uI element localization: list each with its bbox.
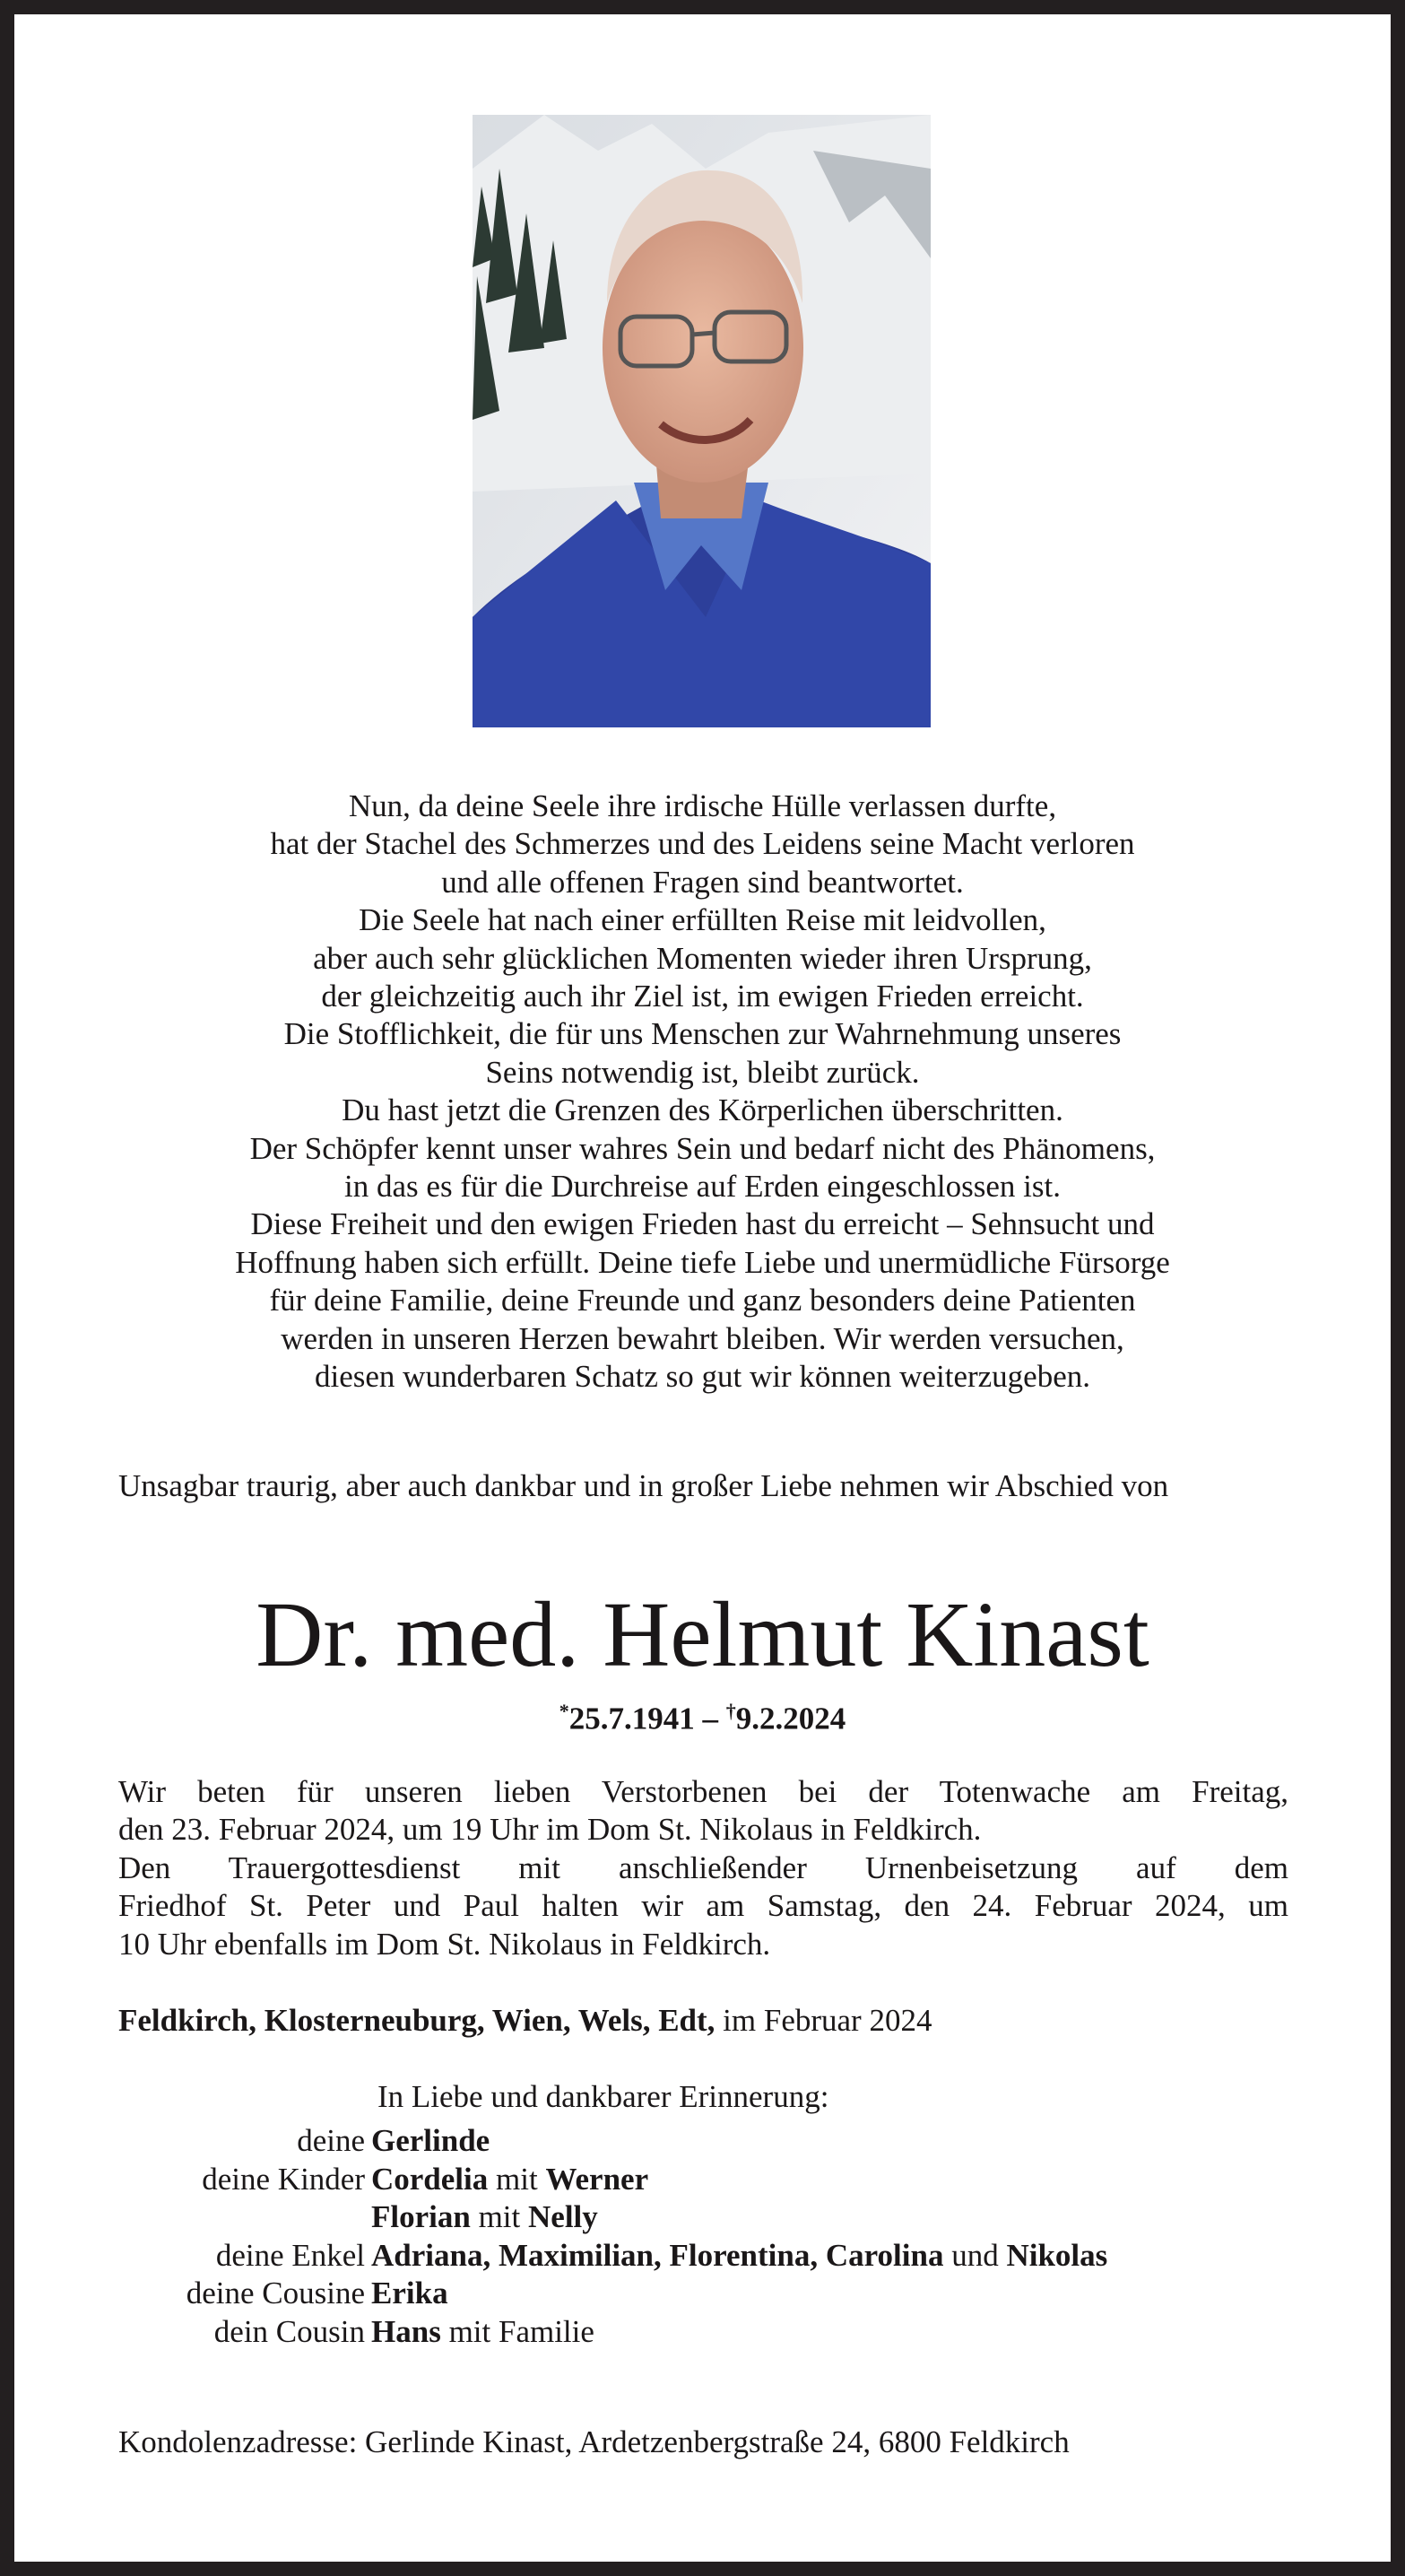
relation-label: deine Kinder [202,2161,365,2197]
service-line: Den Trauergottesdienst mit anschließender Urnenbeisetzung auf dem [118,1849,1288,1885]
relative-names [371,2198,598,2237]
poem-line: für deine Familie, deine Freunde und ganz besonders deine Patienten [269,1283,1136,1318]
places-line [118,2003,932,2039]
relative-names [371,2161,648,2199]
poem-line: Der Schöpfer kennt unser wahres Sein und bedarf nicht des Phänomens, [249,1130,1156,1166]
relative-names [371,2313,594,2352]
relation-label [0,2198,371,2237]
service-info [118,1773,1288,1963]
family-row [0,2237,1107,2276]
service-line: 10 Uhr ebenfalls im Dom St. Nikolaus in Feldkirch. [118,1926,771,1962]
poem-line: Diese Freiheit und den ewigen Frieden hast du erreicht – Sehnsucht und [250,1206,1155,1242]
relative-names [371,2237,1107,2276]
service-line: den 23. Februar 2024, um 19 Uhr im Dom St. Nikolaus in Feldkirch. [118,1812,982,1848]
poem-line: aber auch sehr glücklichen Momenten wieder ihren Ursprung, [313,940,1092,976]
poem-line: Nun, da deine Seele ihre irdische Hülle verlassen durfte, [348,788,1057,823]
remember-heading: In Liebe und dankbarer Erinnerung: [377,2079,829,2114]
family-row [0,2122,1107,2161]
relative-name: Nelly [528,2199,598,2234]
service-line: Wir beten für unseren lieben Verstorbenen bei der Totenwache am Freitag, [118,1774,1288,1809]
deceased-name: Dr. med. Helmut Kinast [256,1583,1149,1686]
date-separator: – [694,1701,726,1736]
poem-line: Die Seele hat nach einer erfüllten Reise mit leidvollen, [359,902,1046,938]
relative-name: Florian [371,2199,471,2234]
relative-name: Nikolas [1006,2237,1108,2273]
poem [90,788,1315,1397]
poem-line: werden in unseren Herzen bewahrt bleiben. Wir werden versuchen, [281,1320,1124,1356]
poem-line: Die Stofflichkeit, die für uns Menschen zur Wahrnehmung unseres [283,1016,1122,1052]
intro-text: Unsagbar traurig, aber auch dankbar und in großer Liebe nehmen wir Abschied von [118,1468,1169,1503]
poem-line: hat der Stachel des Schmerzes und des Leidens seine Macht verloren [270,826,1135,862]
relation-label: deine [297,2123,365,2158]
poem-line: diesen wunderbaren Schatz so gut wir können weiterzugeben. [315,1359,1090,1395]
poem-line: und alle offenen Fragen sind beantwortet. [441,864,964,900]
relation-label: deine Enkel [215,2237,365,2273]
places: Feldkirch, Klosterneuburg, Wien, Wels, Edt, [118,2003,716,2038]
service-line: Friedhof St. Peter und Paul halten wir am Samstag, den 24. Februar 2024, um [118,1888,1288,1924]
death-date: 9.2.2024 [735,1701,846,1736]
portrait-photo [473,115,931,727]
connector-text: mit [470,2199,529,2234]
family-row [0,2275,1107,2313]
relative-name: Cordelia [371,2161,489,2197]
birth-date: 25.7.1941 [568,1701,695,1736]
relative-names [371,2275,448,2313]
places-date: im Februar 2024 [715,2003,932,2038]
relative-name: Hans [371,2313,441,2349]
relative-names [371,2122,490,2161]
life-dates [0,1700,1405,1737]
connector-text: und [943,2237,1007,2273]
relative-name: Gerlinde [371,2123,490,2158]
relation-label: dein Cousin [213,2313,365,2349]
family-list [0,2122,1107,2351]
poem-line: in das es für die Durchreise auf Erden eingeschlossen ist. [344,1169,1061,1205]
poem-line: Seins notwendig ist, bleibt zurück. [485,1054,920,1090]
relative-name: Werner [545,2161,649,2197]
death-symbol: † [725,1700,736,1722]
poem-line: Hoffnung haben sich erfüllt. Deine tiefe Liebe und unermüdliche Fürsorge [235,1244,1170,1280]
family-row [0,2161,1107,2199]
connector-text: mit Familie [440,2313,594,2349]
poem-line: Du hast jetzt die Grenzen des Körperlichen überschritten. [342,1092,1063,1128]
connector-text: mit [488,2161,546,2197]
birth-symbol: * [559,1700,569,1722]
relative-name: Adriana, Maximilian, Florentina, Carolina [371,2237,944,2273]
relation-label: deine Cousine [186,2276,365,2311]
poem-line: der gleichzeitig auch ihr Ziel ist, im ewigen Frieden erreicht. [321,979,1084,1014]
condolence-address: Kondolenzadresse: Gerlinde Kinast, Ardetzenbergstraße 24, 6800 Feldkirch [118,2424,1070,2459]
family-row [0,2313,1107,2352]
family-row [0,2198,1107,2237]
relative-name: Erika [371,2276,448,2311]
